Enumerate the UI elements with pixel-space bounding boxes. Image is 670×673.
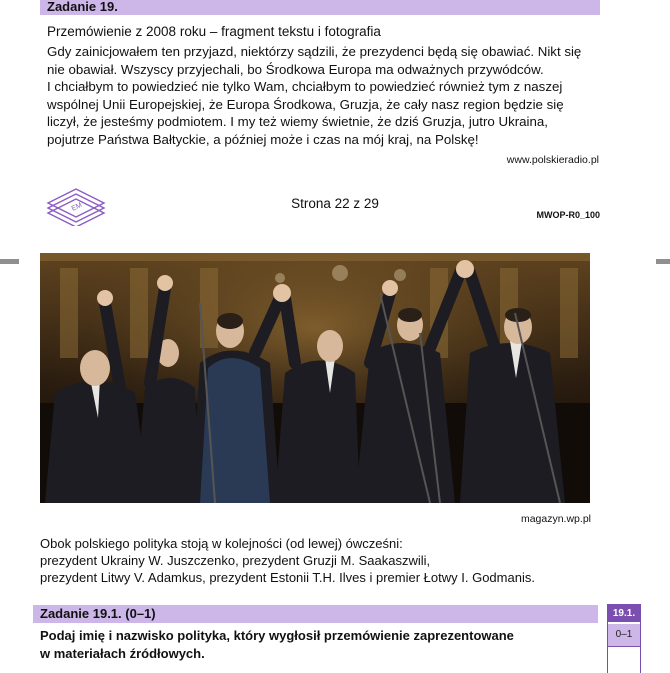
svg-text:EM: EM xyxy=(70,201,84,213)
quote-line: nie obawiał. Wszyscy przyjechali, bo Środkowa Europa ma odważnych przywódców. xyxy=(47,61,544,77)
caption-line: prezydent Ukrainy W. Juszczenko, prezydent Gruzji M. Saakaszwili, xyxy=(40,553,431,569)
photo-caption xyxy=(40,535,535,587)
question-line: Podaj imię i nazwisko polityka, który wygłosił przemówienie zaprezentowane xyxy=(40,628,514,643)
quote-line: wspólnej Unii Europejskiej, że Europa Środkowa, Gruzja, że cały nasz region będzie się xyxy=(47,96,564,112)
rally-photo xyxy=(40,253,590,503)
score-points: 0–1 xyxy=(608,624,640,647)
caption-line: Obok polskiego polityka stoją w kolejności (od lewej) ówcześni: xyxy=(40,536,403,551)
quote-line: I chciałbym to powiedzieć nie tylko Wam, chciałbym to powiedzieć również tym z naszej xyxy=(47,79,563,95)
task-header: Zadanie 19. xyxy=(40,0,600,15)
quote-line: liczył, że jesteśmy podmiotem. I my też wiemy świetnie, że dziś Gruzja, jutro Ukraina, xyxy=(47,114,548,130)
subtask-header: Zadanie 19.1. (0–1) xyxy=(33,605,598,623)
quote-line: Gdy zainicjowałem ten przyjazd, niektórzy sądzili, że prezydenci będą się obawiać. Nikt się xyxy=(47,44,582,59)
quote-line: pojutrze Państwa Bałtyckie, a później może i czas na mój kraj, na Polskę! xyxy=(47,131,479,147)
page-break-marker-left xyxy=(0,259,19,264)
source-title: Przemówienie z 2008 roku – fragment tekstu i fotografia xyxy=(47,24,381,39)
quote-source: www.polskieradio.pl xyxy=(506,154,599,166)
score-task-number: 19.1. xyxy=(608,605,640,622)
photo-source: magazyn.wp.pl xyxy=(520,513,591,525)
caption-line: prezydent Litwy V. Adamkus, prezydent Estonii T.H. Ilves i premier Łotwy I. Godmanis. xyxy=(40,570,535,586)
speech-quote xyxy=(47,43,597,149)
exam-code: MWOP-R0_100 xyxy=(536,210,600,220)
page-break-marker-right xyxy=(656,259,670,264)
question-text xyxy=(40,627,514,663)
question-line: w materiałach źródłowych. xyxy=(40,646,205,662)
page-number: Strona 22 z 29 xyxy=(291,196,379,211)
